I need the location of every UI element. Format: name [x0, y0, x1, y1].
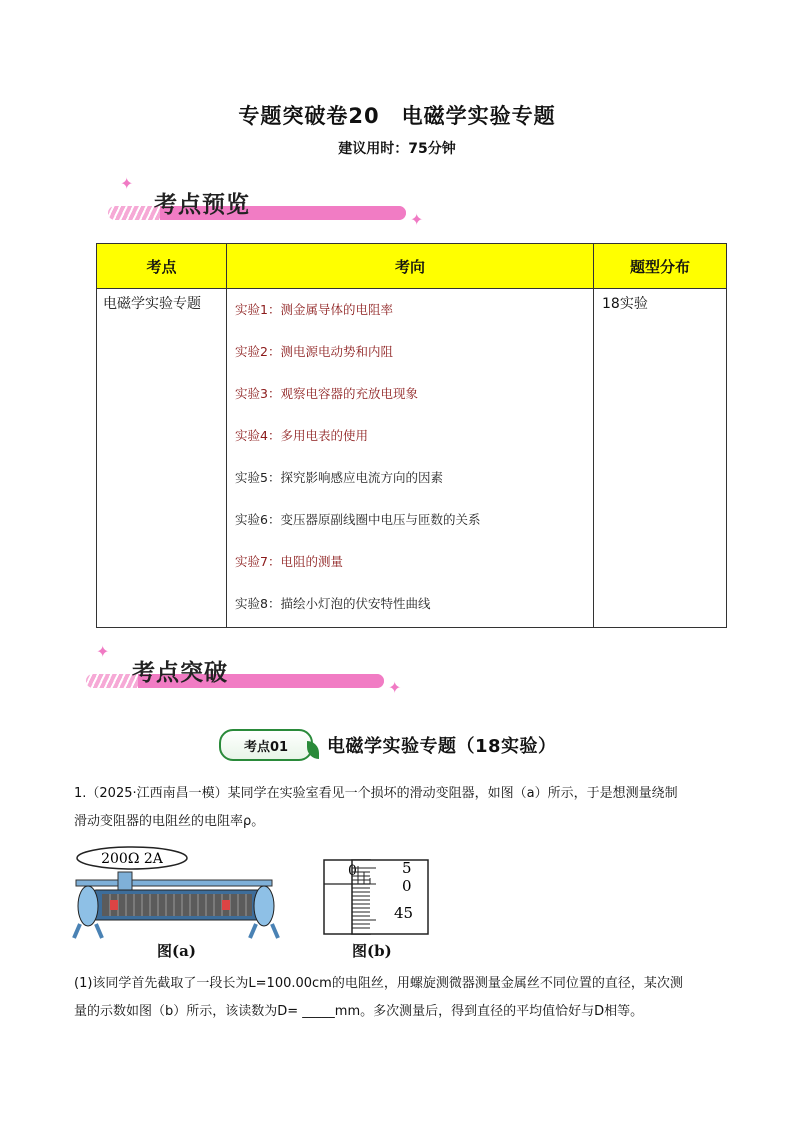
rheostat-rating-tag: 200Ω 2A — [101, 851, 163, 867]
leaf-icon — [307, 741, 319, 759]
sparkle-icon: ✦ — [410, 210, 424, 229]
rheostat-figure — [72, 846, 282, 941]
question-line: 量的示数如图（b）所示，该读数为D= _____mm。多次测量后，得到直径的平均值恰好与D相等。 — [74, 1004, 644, 1019]
topic-heading — [219, 729, 557, 761]
topic-badge-label: 考点01 — [243, 739, 289, 755]
table-cell-topic: 电磁学实验专题 — [97, 289, 227, 628]
list-item: 实验8：描绘小灯泡的伏安特性曲线 — [235, 596, 431, 611]
topic-title: 电磁学实验专题（18实验） — [327, 736, 557, 757]
micrometer-tick-label: 45 — [394, 904, 414, 922]
micrometer-main-zero: 0 — [348, 863, 357, 879]
list-item: 实验7：电阻的测量 — [235, 554, 343, 569]
experiment-list — [227, 289, 594, 628]
list-item: 实验4：多用电表的使用 — [235, 428, 368, 443]
micrometer-tick-label: 0 — [402, 877, 412, 895]
table-header-topic: 考点 — [97, 244, 227, 289]
table-cell-distribution: 18实验 — [594, 289, 727, 628]
question-part-1 — [74, 970, 724, 1026]
list-item: 实验6：变压器原副线圈中电压与匝数的关系 — [235, 512, 481, 527]
micrometer-figure — [322, 858, 432, 938]
section-label-breakthrough: 考点突破 — [132, 660, 228, 686]
section-label-preview: 考点预览 — [154, 192, 250, 218]
figure-b-caption: 图(b) — [352, 942, 392, 960]
sparkle-icon: ✦ — [96, 642, 110, 661]
list-item: 实验1：测金属导体的电阻率 — [235, 302, 393, 317]
figure-a-caption: 图(a) — [157, 942, 196, 960]
question-line: (1)该同学首先截取了一段长为L=100.00cm的电阻丝，用螺旋测微器测量金属丝不同位置的直径，某次测 — [74, 976, 683, 991]
list-item: 实验2：测电源电动势和内阻 — [235, 344, 393, 359]
page-title: 专题突破卷20 电磁学实验专题 — [238, 104, 556, 128]
table-row — [97, 289, 727, 628]
sparkle-icon: ✦ — [120, 174, 134, 193]
question-line: 滑动变阻器的电阻丝的电阻率ρ。 — [74, 814, 265, 829]
overview-table — [96, 243, 727, 628]
sparkle-icon: ✦ — [388, 678, 402, 697]
micrometer-tick-label: 5 — [402, 859, 412, 877]
question-intro — [74, 780, 724, 836]
table-header-direction: 考向 — [227, 244, 594, 289]
section-banner-preview — [108, 180, 418, 240]
question-line: 1.（2025·江西南昌一模）某同学在实验室看见一个损坏的滑动变阻器，如图（a）所示，于是想测量绕制 — [74, 786, 678, 801]
list-item: 实验5：探究影响感应电流方向的因素 — [235, 470, 443, 485]
table-header-distribution: 题型分布 — [594, 244, 727, 289]
topic-badge — [219, 729, 313, 761]
section-banner-breakthrough — [86, 648, 396, 708]
page-subtitle: 建议用时：75分钟 — [338, 141, 456, 157]
list-item: 实验3：观察电容器的充放电现象 — [235, 386, 418, 401]
